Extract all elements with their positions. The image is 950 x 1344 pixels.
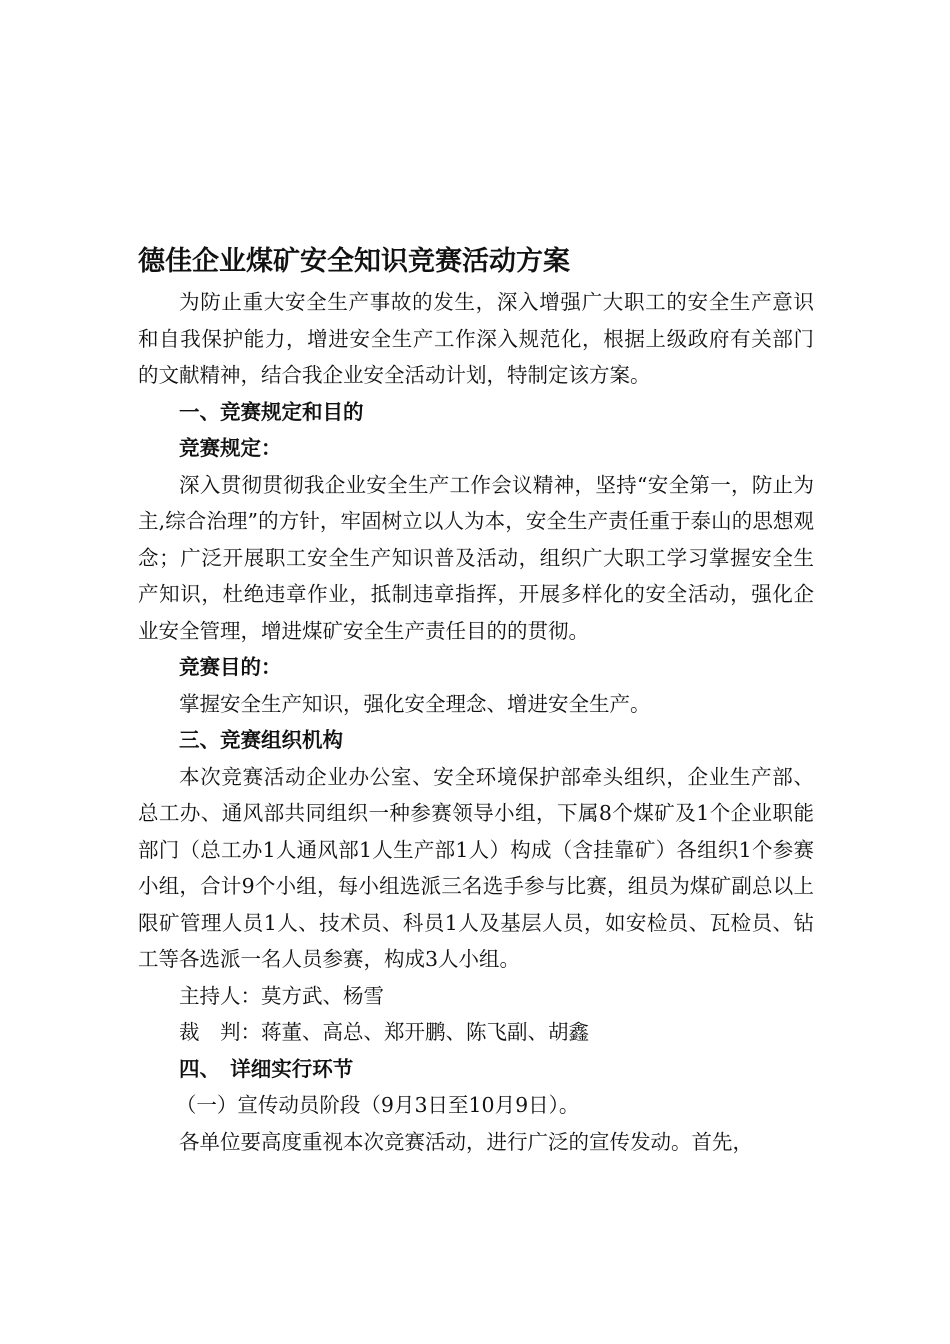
rules-paragraph: 深入贯彻贯彻我企业安全生产工作会议精神，坚持“安全第一，防止为主,综合治理”的方针，牢固树立以人为本，安全生产责任重于泰山的思想观念；广泛开展职工安全生产知识普及活动，组织广大职工学习掌握安全生产知识，杜绝违章作业，抵制违章指挥，开展多样化的安全活动，强化企业安全管理，增进煤矿安全生产责任目的的贯彻。 — [138, 472, 814, 643]
hosts-line: 主持人：莫方武、杨雪 — [179, 983, 384, 1008]
goal-label: 竞赛目的： — [179, 655, 282, 679]
section-heading-3: 三、竞赛组织机构 — [179, 728, 343, 752]
section-heading-1: 一、竞赛规定和目的 — [179, 399, 364, 424]
phase-1-paragraph: 各单位要高度重视本次竞赛活动，进行广泛的宣传发动。首先， — [179, 1129, 753, 1154]
rules-label: 竞赛规定： — [179, 436, 282, 460]
judges-line: 裁 判：蒋董、高总、郑开鹏、陈飞副、胡鑫 — [179, 1020, 589, 1044]
goal-paragraph: 掌握安全生产知识，强化安全理念、增进安全生产。 — [179, 691, 651, 716]
section-heading-4: 四、 详细实行环节 — [179, 1056, 354, 1081]
phase-1-heading: （一）宣传动员阶段（9月3日至10月9日）。 — [175, 1093, 580, 1117]
intro-paragraph: 为防止重大安全生产事故的发生，深入增强广大职工的安全生产意识和自我保护能力，增进安全生产工作深入规范化，根据上级政府有关部门的文献精神，结合我企业安全活动计划，特制定该方案。 — [138, 290, 814, 387]
document-body — [138, 284, 814, 1160]
organization-paragraph: 本次竞赛活动企业办公室、安全环境保护部牵头组织，企业生产部、总工办、通风部共同组织一种参赛领导小组，下属8个煤矿及1个企业职能部门（总工办1人通风部1人生产部1人）构成（含挂靠矿）各组织1个参赛小组，合计9个小组，每小组选派三名选手参与比赛，组员为煤矿副总以上限矿管理人员1人、技术员、科员1人及基层人员，如安检员、瓦检员、钻工等各选派一名人员参赛，构成3人小组。 — [138, 764, 814, 971]
document-title: 德佳企业煤矿安全知识竞赛活动方案 — [138, 246, 570, 277]
